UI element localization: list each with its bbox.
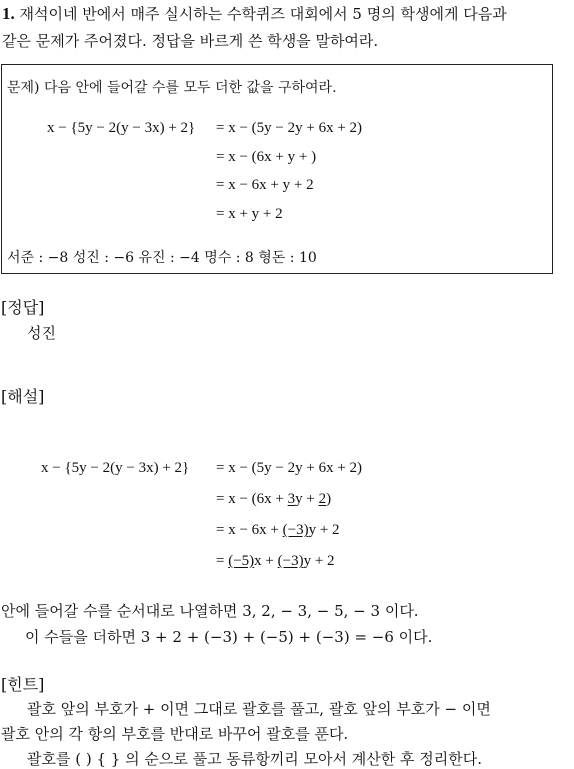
hint-label: [힌트] (1, 675, 45, 694)
problem-line-2-rhs: = x − (6x + y + ) (216, 149, 317, 165)
hint-line-1: 괄호 앞의 부호가 + 이면 그대로 괄호를 풀고, 괄호 앞의 부호가 − 이면 (27, 700, 491, 718)
eq3-blank: (−3) (282, 522, 309, 538)
eq2-part-b: y + (295, 491, 319, 507)
explanation-line-2 (216, 491, 331, 508)
explanation-sentence-2: 이 수들을 더하면 3 + 2 + (−3) + (−5) + (−3) = −6 이다. (25, 628, 433, 646)
eq2-blank-1: 3 (287, 491, 296, 507)
explanation-line-4 (216, 553, 335, 570)
explanation-label: [해설] (1, 387, 45, 406)
eq2-part-c: ) (326, 491, 332, 507)
eq2-blank-2: 2 (318, 491, 327, 507)
eq3-part-a: = x − 6x + (216, 522, 283, 538)
hint-line-3: 괄호를 ( ) { } 의 순으로 풀고 동류항끼리 모아서 계산한 후 정리한다. (27, 750, 483, 768)
question-text-1: 재석이네 반에서 매주 실시하는 수학퀴즈 대회에서 5 명의 학생에게 다음과 (19, 5, 507, 23)
explanation-line-3 (216, 522, 340, 539)
hint-line-2: 괄호 안의 각 항의 부호를 반대로 바꾸어 괄호를 푼다. (1, 725, 349, 743)
eq4-part-c: y + 2 (303, 553, 335, 569)
explanation-line-1-rhs: = x − (5y − 2y + 6x + 2) (216, 460, 363, 476)
question-text-2: 같은 문제가 주어졌다. 정답을 바르게 쓴 학생을 말하여라. (2, 32, 379, 50)
eq4-blank-1: (−5) (228, 553, 255, 569)
answer-label: [정답] (1, 298, 45, 317)
problem-prompt: 문제) 다음 안에 들어갈 수를 모두 더한 값을 구하여라. (7, 80, 337, 96)
problem-line-3-rhs: = x − 6x + y + 2 (216, 177, 314, 193)
answer-value: 성진 (27, 324, 56, 342)
eq4-part-b: x + (254, 553, 278, 569)
explanation-sentence-1: 안에 들어갈 수를 순서대로 나열하면 3, 2, − 3, − 5, − 3 이다. (1, 602, 419, 620)
eq3-part-b: y + 2 (308, 522, 340, 538)
eq4-part-a: = (216, 553, 229, 569)
problem-line-1-lhs: x − {5y − 2(y − 3x) + 2} (47, 120, 196, 136)
eq4-blank-2: (−3) (277, 553, 304, 569)
eq2-part-a: = x − (6x + (216, 491, 288, 507)
student-answers: 서준 : −8 성진 : −6 유진 : −4 명수 : 8 형돈 : 10 (7, 250, 317, 266)
question-number: 1. (2, 4, 15, 23)
explanation-line-1-lhs: x − {5y − 2(y − 3x) + 2} (41, 460, 190, 476)
question-line-1 (2, 3, 507, 24)
problem-line-4-rhs: = x + y + 2 (216, 206, 283, 222)
problem-line-1-rhs: = x − (5y − 2y + 6x + 2) (216, 120, 363, 136)
